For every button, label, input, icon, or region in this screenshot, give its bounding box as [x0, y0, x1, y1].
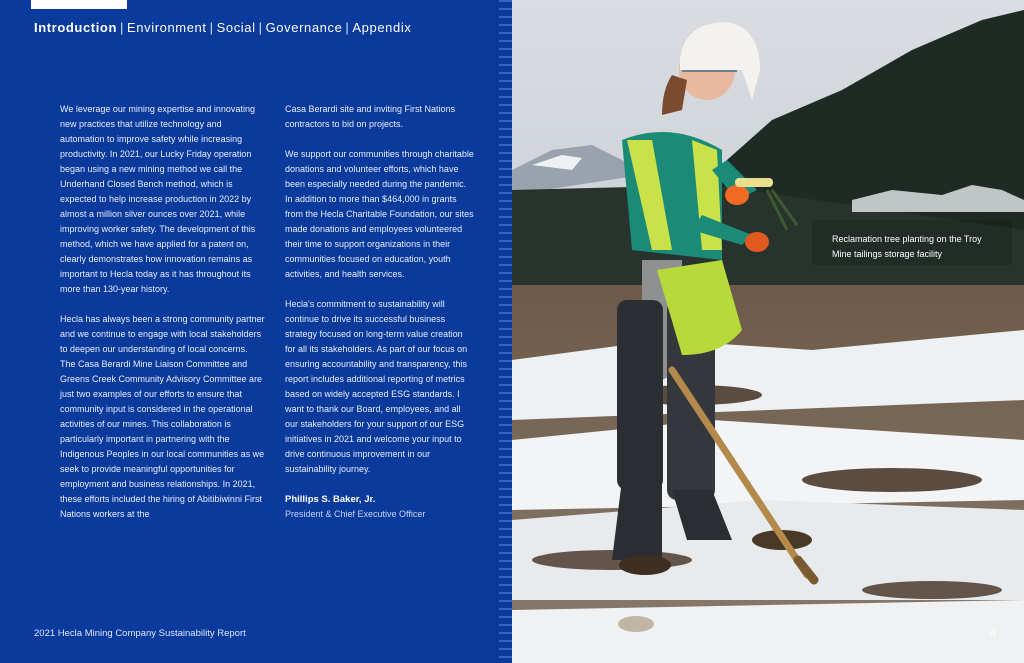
section-nav [34, 20, 411, 35]
nav-introduction[interactable]: Introduction [34, 20, 118, 35]
photo-caption: Reclamation tree planting on the Troy Mine tailings storage facility [832, 234, 982, 259]
nav-separator: | [209, 20, 214, 35]
signature-name: Phillips S. Baker, Jr. [285, 494, 376, 505]
paragraph-contractors: Casa Berardi site and inviting First Nations contractors to bid on projects. [285, 104, 456, 129]
nav-appendix[interactable]: Appendix [352, 20, 412, 35]
paragraph-community: Hecla has always been a strong community partner and we continue to engage with local stakeholders to deepen our understanding of local concerns. The Casa Berardi Mine Liaison Committee and Greens Creek Community Advisory Committee are just two examples of our efforts to ensure that community input is considered in the operational activities of our mines. This collaboration is particularly important in partnering with the Indigenous Peoples in our local communities as we seek to provide meaningful opportunities for employment and business relationships. In 2021, these efforts included the hiring of Abitibiwinni First Nations workers at the [60, 314, 265, 519]
nav-governance[interactable]: Governance [265, 20, 343, 35]
text-column-left [60, 102, 265, 537]
paragraph-sustainability: Hecla's commitment to sustainability will continue to drive its successful business strategy focused on long-term value creation for all its stakeholders. As part of our focus on ensuring accountability and transparency, this report includes additional reporting of metrics based on widely accepted ESG standards. I want to thank our Board, employees, and all our stakeholders for your support of our ESG initiatives in 2021 and welcome your input to drive continuous improvement in our sustainability journey. [285, 299, 468, 474]
report-footer: 2021 Hecla Mining Company Sustainability Report [34, 628, 246, 639]
active-tab-marker [31, 0, 127, 9]
paragraph-donations: We support our communities through charitable donations and volunteer efforts, which have been especially needed during the pandemic. In addition to more than $464,000 in grants from the Hecla Charitable Foundation, our sites made donations and employees volunteered their time to support organizations in their communities focused on education, youth activities, and health services. [285, 149, 474, 279]
paragraph-innovation: We leverage our mining expertise and innovating new practices that utilize technology and automation to improve safety while increasing productivity. In 2021, our Lucky Friday operation began using a new mining method we call the Underhand Closed Bench method, which is expected to help increase production in 2022 by almost a million silver ounces over 2021, while improving worker safety. The development of this method, which we have applied for a patent on, clearly demonstrates how innovation remains as important to Hecla today as it has throughout its more than 130-year history. [60, 104, 256, 294]
nav-environment[interactable]: Environment [127, 20, 207, 35]
nav-separator: | [258, 20, 263, 35]
signature-title: President & Chief Executive Officer [285, 509, 426, 519]
photo-illustration [512, 0, 1024, 663]
page-number: 4 [990, 627, 997, 639]
nav-social[interactable]: Social [216, 20, 256, 35]
nav-separator: | [120, 20, 125, 35]
nav-separator: | [345, 20, 350, 35]
text-column-right [285, 102, 475, 522]
page-divider [499, 0, 513, 663]
reclamation-photo [512, 0, 1024, 663]
